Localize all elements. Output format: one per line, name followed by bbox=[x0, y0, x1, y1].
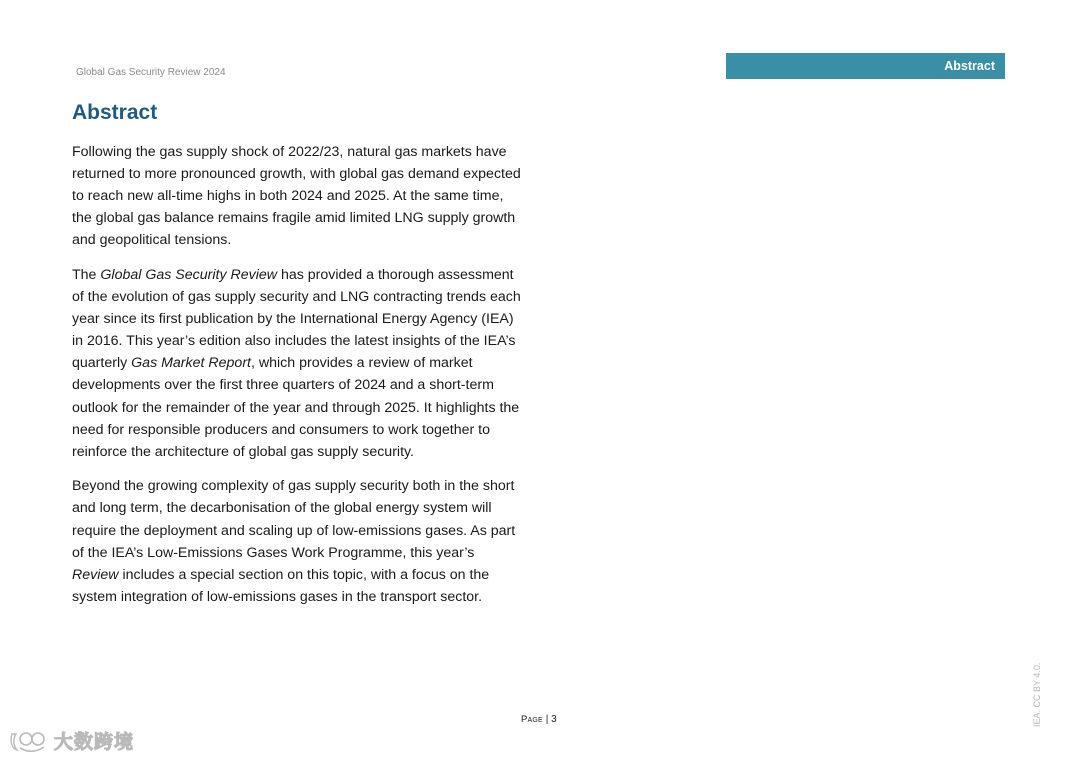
page-label: Page bbox=[521, 714, 543, 725]
paragraph-3 bbox=[72, 475, 524, 608]
section-tab bbox=[726, 53, 1005, 79]
watermark bbox=[8, 727, 134, 754]
abstract-body bbox=[72, 141, 524, 620]
page-number-value: 3 bbox=[551, 714, 557, 725]
license-note: IEA. CC BY 4.0. bbox=[1032, 662, 1042, 727]
page-number bbox=[521, 714, 557, 725]
paragraph-2-title-ggsr: Global Gas Security Review bbox=[100, 266, 278, 283]
section-tab-label: Abstract bbox=[944, 59, 995, 73]
paragraph-2-text-c: has provided a thorough assessment of the evolution of gas supply security and LNG contracting trends each year since its first publication by the International Energy Agency (IEA) in 2016. This year’s edition also includes the latest insights of the IEA’s quarterly bbox=[72, 266, 521, 372]
paragraph-2-text-e: , which provides a review of market developments over the first three quarters of 2024 and a short-term outlook for the remainder of the year and through 2025. It highlights the need for responsible producers and consumers to work together to reinforce the architecture of global gas supply security. bbox=[72, 355, 520, 460]
paragraph-1: Following the gas supply shock of 2022/23, natural gas markets have returned to more pronounced growth, with global gas demand expected to reach new all-time highs in both 2024 and 2025. At the same time, the global gas balance remains fragile amid limited LNG supply growth and geopolitical tensions. bbox=[72, 144, 521, 249]
watermark-text: 大数跨境 bbox=[54, 731, 135, 753]
paragraph-2-text-a: The bbox=[72, 266, 101, 283]
paragraph-3-text-c: includes a special section on this topic, with a focus on the system integration of low-emissions gases in the transport sector. bbox=[72, 566, 490, 605]
paragraph-2 bbox=[72, 264, 524, 463]
paragraph-3-title-review: Review bbox=[72, 566, 119, 583]
paragraph-3-text-a: Beyond the growing complexity of gas supply security both in the short and long term, the decarbonisation of the global energy system will require the deployment and scaling up of low-emissions gases. As part of the IEA’s Low-Emissions Gases Work Programme, this year’s bbox=[72, 478, 516, 561]
page-separator: | bbox=[542, 714, 552, 725]
paragraph-2-title-gmr: Gas Market Report bbox=[131, 355, 251, 372]
page-heading: Abstract bbox=[72, 101, 158, 124]
running-title: Global Gas Security Review 2024 bbox=[76, 67, 226, 78]
brand-logo-icon bbox=[8, 728, 48, 754]
